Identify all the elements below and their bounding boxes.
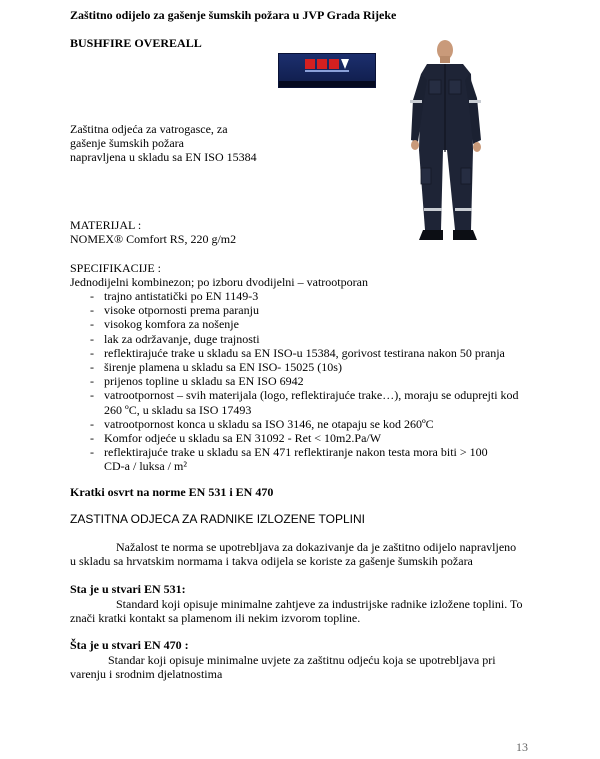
en531-title: Sta je u stvari EN 531: [70,582,186,596]
material-value: NOMEX® Comfort RS, 220 g/m2 [70,232,237,246]
logo-mark-icon [283,58,371,74]
product-title: BUSHFIRE OVEREALL [70,36,202,50]
note-line: u skladu sa hrvatskim normama i takva odijela se koriste za gašenje šumskih požara [70,554,473,568]
spec-item: - reflektirajuće trake u skladu sa EN 471 reflektiranje nakon testa mora biti > 100 CD-a / luksa / m² [90,445,488,474]
spec-item: - širenje plamena u skladu sa EN ISO- 15025 (10s) [90,360,342,375]
specs-intro: Jednodijelni kombinezon; po izboru dvodijelni – vatrootporan [70,275,368,289]
en531-text-line: Standard koji opisuje minimalne zahtjeve za industrijske radnike izložene toplini. To [116,597,523,611]
spec-item: - trajno antistatički po EN 1149-3 [90,289,259,303]
section-heading: ZASTITNA ODJECA ZA RADNIKE IZLOZENE TOPLINI [70,512,365,526]
overview-title: Kratki osvrt na norme EN 531 i EN 470 [70,485,274,499]
spec-item: - lak za održavanje, duge trajnosti [90,331,260,346]
en470-title: Šta je u stvari EN 470 : [70,638,189,652]
firefighter-overall-photo [405,40,493,245]
logo-strip [279,81,375,87]
en531-text-line: znači kratki kontakt sa plamenom ili nekim izvorom topline. [70,611,361,625]
description-line: napravljena u skladu sa EN ISO 15384 [70,150,257,164]
spec-item: - visoke otpornosti prema paranju [90,303,259,318]
material-label: MATERIJAL : [70,218,142,232]
brand-logo [278,53,376,88]
specs-list [70,289,519,474]
description-line: gašenje šumskih požara [70,136,184,150]
spec-item: - reflektirajuće trake u skladu sa EN ISO-u 15384, gorivost testirana nakon 50 pranja [90,345,505,360]
en470-text-line: Standar koji opisuje minimalne uvjete za zaštitnu odjeću koja se upotrebljava pri [108,653,496,667]
spec-item: - Komfor odjeće u skladu sa EN 31092 - Ret < 10m2.Pa/W [90,431,382,446]
spec-item: - vatrootpornost konca u skladu sa ISO 3146, ne otapaju se kod 260ºC [90,416,434,431]
spec-item: - vatrootpornost – svih materijala (logo, reflektirajuće trake…), moraju se oduprejti kod 260 ºC, u skladu sa ISO 17493 [90,388,519,417]
document-heading: Zaštitno odijelo za gašenje šumskih požara u JVP Grada Rijeke [70,8,397,22]
note-line: Nažalost te norma se upotrebljava za dokazivanje da je zaštitno odijelo napravljeno [116,540,517,554]
spec-item: - prijenos topline u skladu sa EN ISO 6942 [90,374,304,389]
spec-item: - visokog komfora za nošenje [90,317,239,332]
specs-label: SPECIFIKACIJE : [70,261,162,275]
description-line: Zaštitna odjeća za vatrogasce, za [70,122,228,136]
en470-text-line: varenju i srodnim djelatnostima [70,667,223,681]
page-number: 13 [516,740,528,754]
